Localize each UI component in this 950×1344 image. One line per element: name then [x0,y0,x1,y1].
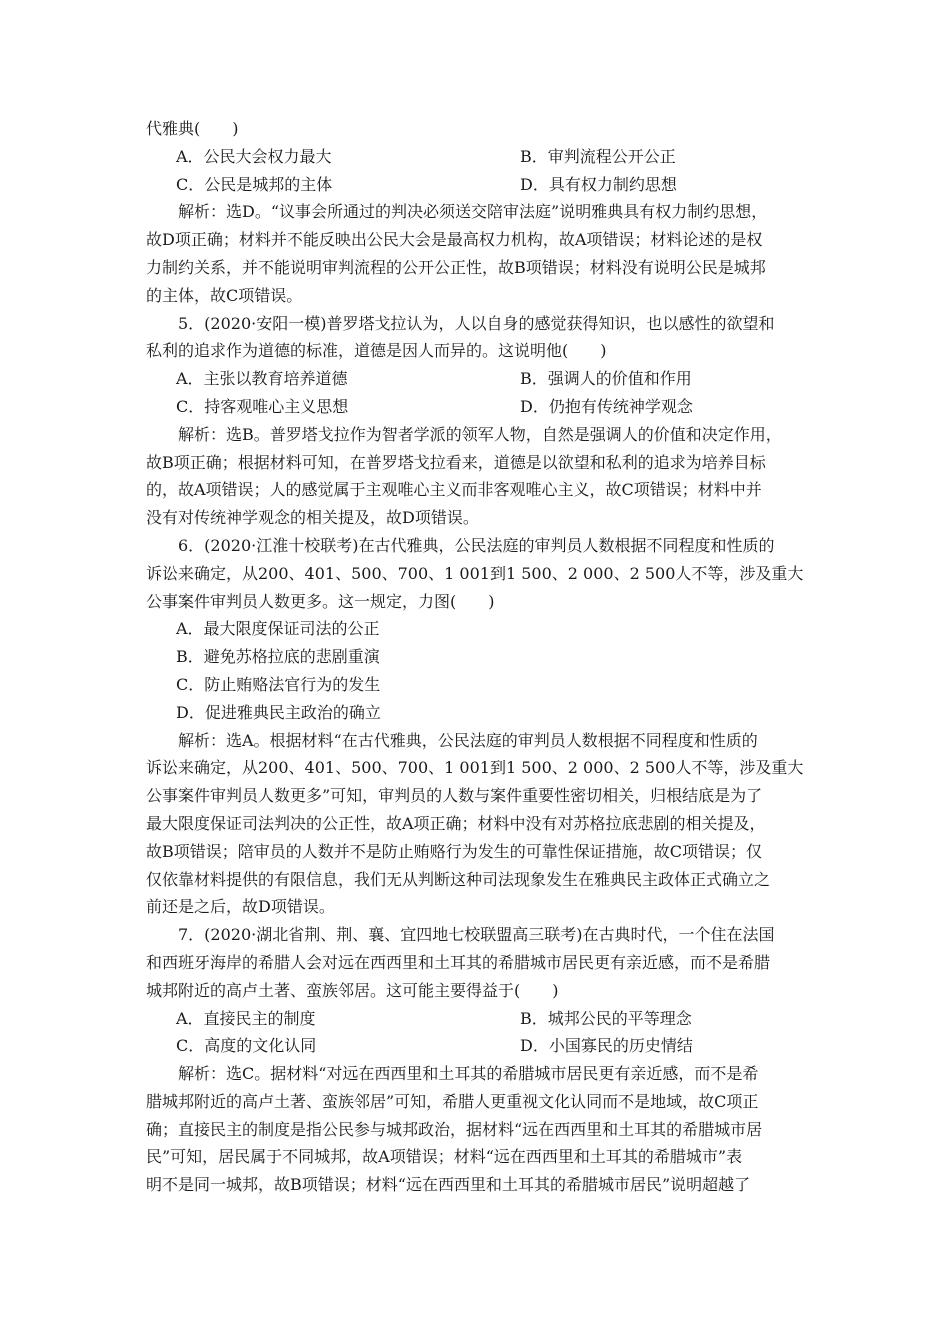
option-a: A．公民大会权力最大 [176,146,332,166]
options-row [146,171,826,199]
question-stem: 6．(2020·江淮十校联考)在古代雅典，公民法庭的审判员人数根据不同程度和性质的 [178,535,775,555]
option-c: C．持客观唯心主义思想 [176,396,349,416]
analysis-line: 解析：选B。普罗塔戈拉作为智者学派的领军人物，自然是强调人的价值和决定作用， [178,424,782,444]
analysis-line: 解析：选D。“议事会所通过的判决必须送交陪审法庭”说明雅典具有权力制约思想， [178,202,768,222]
question-4 [146,115,826,310]
question-5 [146,310,826,532]
options-row [146,393,826,421]
analysis-line: 没有对传统神学观念的相关提及，故D项错误。 [146,508,479,528]
option-b: B．审判流程公开公正 [520,146,676,166]
option-a: A．最大限度保证司法的公正 [176,619,380,639]
question-stem: 7．(2020·湖北省荆、荆、襄、宜四地七校联盟高三联考)在古典时代，一个住在法国 [178,925,775,945]
option-d: D．仍抱有传统神学观念 [520,396,693,416]
analysis-line: 腊城邦附近的高卢土著、蛮族邻居”可知，希腊人更重视文化认同而不是地域，故C项正 [146,1091,759,1111]
question-stem: 公事案件审判员人数更多。这一规定，力图( ) [146,591,495,611]
document-page [146,115,826,1199]
analysis-line: 最大限度保证司法判决的公正性，故A项正确；材料中没有对苏格拉底悲剧的相关提及， [146,813,766,833]
option-b: B．避免苏格拉底的悲剧重演 [176,647,380,667]
question-7 [146,921,826,1199]
option-c: C．防止贿赂法官行为的发生 [176,674,381,694]
analysis-line: 前还是之后，故D项错误。 [146,897,335,917]
analysis-line: 故D项正确；材料并不能反映出公民大会是最高权力机构，故A项错误；材料论述的是权 [146,230,763,250]
analysis-line: 诉讼来确定，从200、401、500、700、1 001到1 500、2 000、2 500人不等，涉及重大 [146,758,804,778]
option-b: B．强调人的价值和作用 [520,369,692,389]
options-row [146,143,826,171]
option-c: C．高度的文化认同 [176,1036,317,1056]
analysis-line: 仅依靠材料提供的有限信息，我们无从判断这种司法现象发生在雅典民主政体正式确立之 [146,869,771,889]
options-row [146,1005,826,1033]
options-row [146,1032,826,1060]
question-stem: 私利的追求作为道德的标准，道德是因人而异的。这说明他( ) [146,341,607,361]
question-stem: 诉讼来确定，从200、401、500、700、1 001到1 500、2 000、2 500人不等，涉及重大 [146,563,804,583]
analysis-line: 民”可知，居民属于不同城邦，故A项错误；材料“远在西西里和土耳其的希腊城市”表 [146,1147,743,1167]
option-a: A．主张以教育培养道德 [176,369,348,389]
option-d: D．小国寡民的历史情结 [520,1036,693,1056]
option-c: C．公民是城邦的主体 [176,174,333,194]
question-stem: 代雅典( ) [146,119,239,138]
analysis-line: 的主体，故C项错误。 [146,285,303,305]
question-stem: 城邦附近的高卢土著、蛮族邻居。这可能主要得益于( ) [146,980,559,1000]
question-stem: 5．(2020·安阳一模)普罗塔戈拉认为，人以自身的感觉获得知识，也以感性的欲望和 [178,313,775,333]
analysis-line: 的，故A项错误；人的感觉属于主观唯心主义而非客观唯心主义，故C项错误；材料中并 [146,480,762,500]
option-d: D．促进雅典民主政治的确立 [176,702,381,722]
analysis-line: 公事案件审判员人数更多”可知，审判员的人数与案件重要性密切相关，归根结底是为了 [146,786,763,806]
analysis-line: 明不是同一城邦，故B项错误；材料“远在西西里和土耳其的希腊城市居民”说明超越了 [146,1175,751,1195]
options-row [146,365,826,393]
analysis-line: 确；直接民主的制度是指公民参与城邦政治，据材料“远在西西里和土耳其的希腊城市居 [146,1119,763,1139]
option-d: D．具有权力制约思想 [520,174,677,194]
option-b: B．城邦公民的平等理念 [520,1008,692,1028]
analysis-line: 解析：选C。据材料“对远在西西里和土耳其的希腊城市居民更有亲近感，而不是希 [178,1064,759,1084]
analysis-line: 故B项错误；陪审员的人数并不是防止贿赂行为发生的可靠性保证措施，故C项错误；仅 [146,841,763,861]
analysis-line: 力制约关系，并不能说明审判流程的公开公正性，故B项错误；材料没有说明公民是城邦 [146,257,766,277]
question-stem: 和西班牙海岸的希腊人会对远在西西里和土耳其的希腊城市居民更有亲近感，而不是希腊 [146,952,771,972]
question-6 [146,532,826,921]
analysis-line: 故B项正确；根据材料可知，在普罗塔戈拉看来，道德是以欲望和私利的追求为培养目标 [146,452,766,472]
analysis-line: 解析：选A。根据材料“在古代雅典，公民法庭的审判员人数根据不同程度和性质的 [178,730,758,750]
option-a: A．直接民主的制度 [176,1008,316,1028]
